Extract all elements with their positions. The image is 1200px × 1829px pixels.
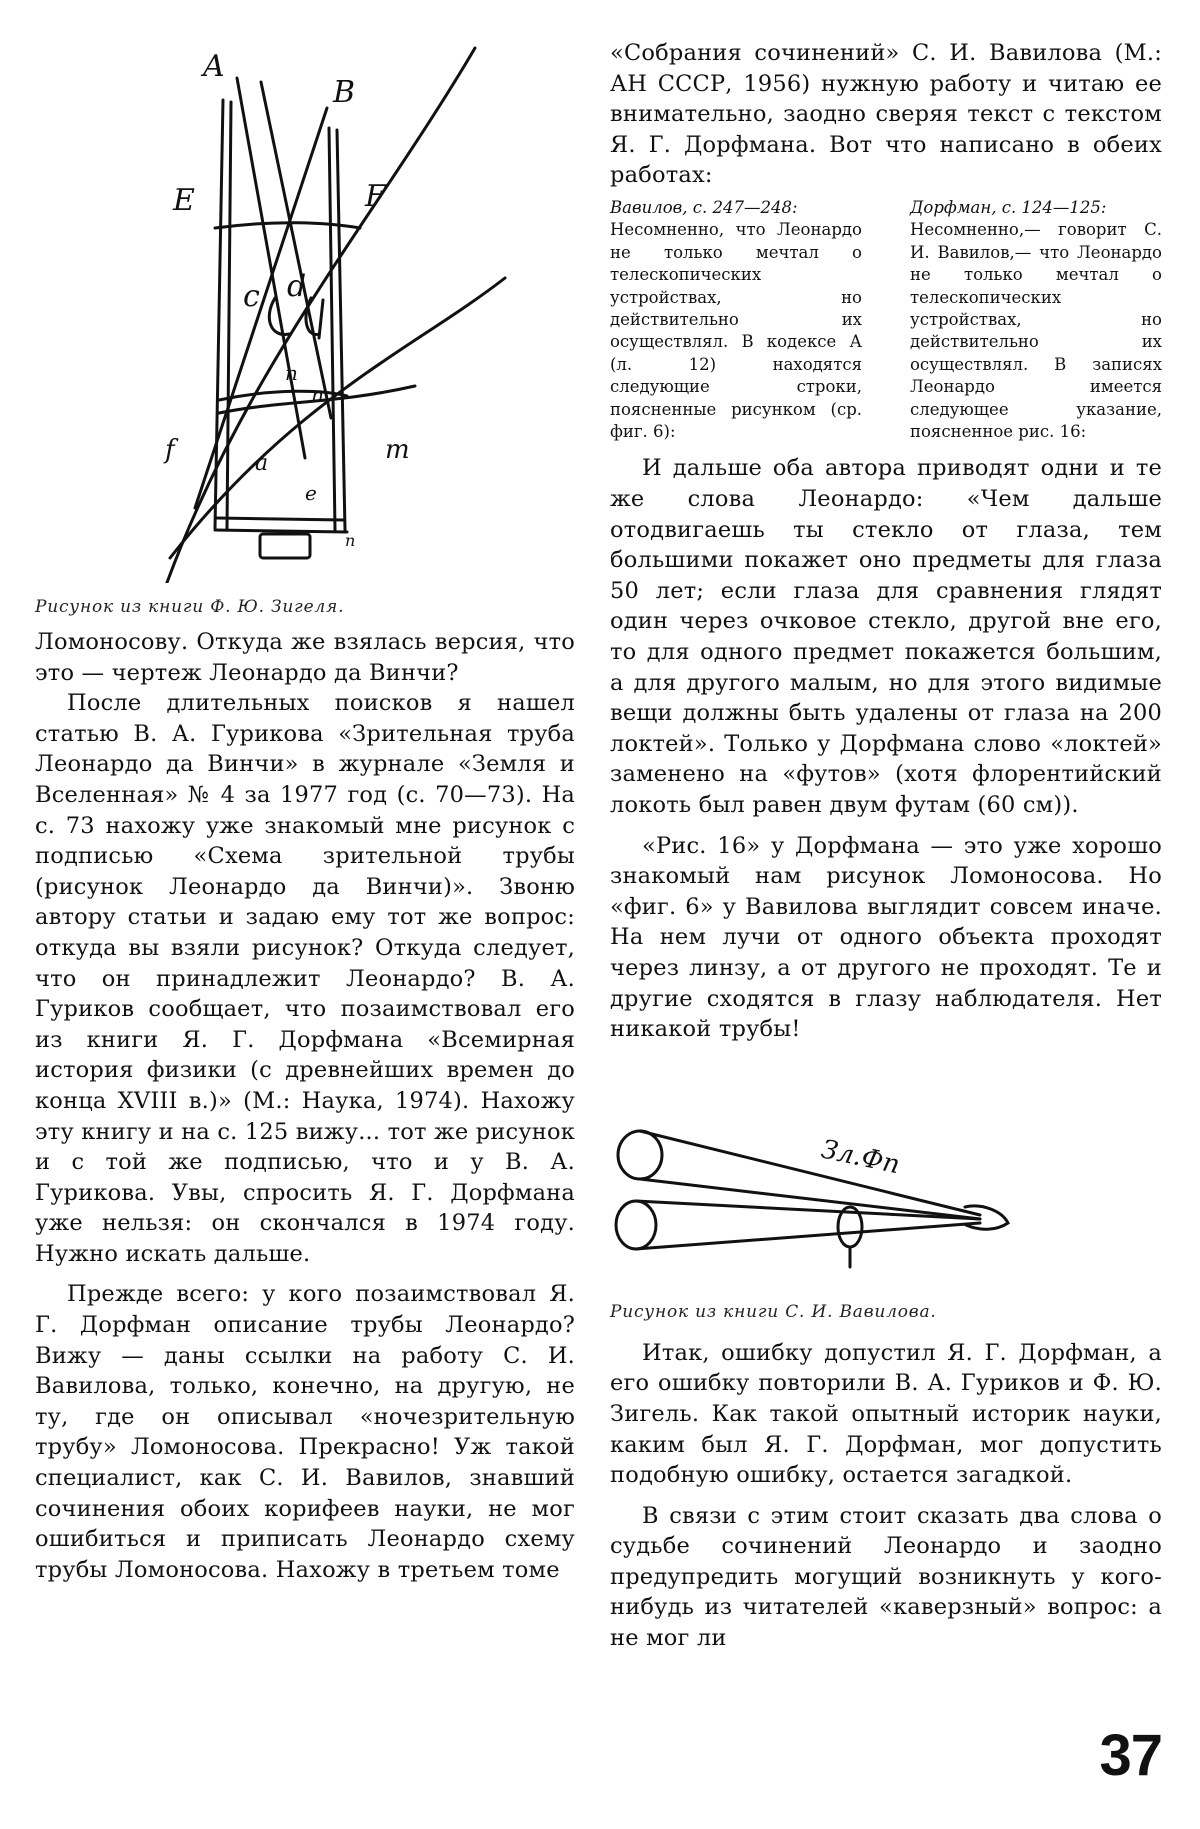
rays-sketch-figure — [610, 1095, 1162, 1280]
vavilov-heading: Вавилов, с. 247—248: — [610, 197, 798, 217]
label-n3: n — [345, 531, 356, 550]
dorfman-text: Несомненно,— говорит С. И. Вавилов,— что Леонардо не только мечтал о телескопических устройствах, но действительно их осуществлял. В записях Леонардо имеется следующее указание, поясненное рис. 16: — [910, 220, 1162, 442]
figure-caption-right: Рисунок из книги С. И. Вавилова. — [610, 1301, 937, 1322]
rays-sketch — [610, 1095, 1162, 1280]
rays-annotation: Зл.Фп — [818, 1134, 903, 1181]
vavilov-text: Несомненно, что Леонардо не только мечтал о телескопических устройствах, но действительно их осуществлял. В кодексе А (л. 12) находятся следующие строки, поясненные рисунком (ср. фиг. 6): — [610, 220, 862, 442]
vavilov-quote — [610, 197, 862, 443]
tube-right-inner — [329, 128, 335, 530]
object-top — [618, 1131, 662, 1179]
label-e: E — [173, 183, 195, 218]
right-paragraph-1: «Собрания сочинений» С. И. Вавилова (М.: АН СССР, 1956) нужную работу и читаю ее внимательно, заодно сверяя текст с текстом Я. Г. Дорфмана. Вот что написано в обеих работах: — [610, 40, 1162, 189]
right-paragraph-4: Итак, ошибку допустил Я. Г. Дорфман, а его ошибку повторили В. А. Гуриков и Ф. Ю. Зигель. Как такой опытный историк науки, каким был Я. Г. Дорфман, мог допустить подобную ошибку, остается загадкой. — [610, 1339, 1162, 1489]
label-b: B — [333, 75, 356, 110]
label-a2: a — [255, 451, 269, 476]
right-paragraph-3: «Рис. 16» у Дорфмана — это уже хорошо знакомый нам рисунок Ломоносова. Но «фиг. 6» у Вавилова выглядит совсем иначе. На нем лучи от одного объекта проходят через линзу, а от другого не проходят. Те и другие сходятся в глазу наблюдателя. Нет никакой трубы! — [610, 832, 1162, 1043]
page-number: 37 — [1099, 1723, 1162, 1788]
right-paragraph-2: И дальше оба автора приводят одни и те же слова Леонардо: «Чем дальше отодвигаешь ты стекло от глаза, тем большими покажет оно предметы для глаза 50 лет; если глаза для сравнения глядят один через очковое стекло, другой вне его, то для одного предмет покажется большим, а для другого малым, но для этого видимые вещи должны быть удалены от глаза на 200 локтей». Только у Дорфмана слово «локтей» заменено на «футов» (хотя флорентийский локоть был равен двум футам (60 см)). — [610, 455, 1162, 818]
label-n: n — [285, 361, 298, 385]
dorfman-quote — [910, 197, 1162, 443]
telescope-sketch — [75, 38, 555, 583]
figure-caption-left: Рисунок из книги Ф. Ю. Зигеля. — [35, 597, 345, 617]
object-bottom — [616, 1201, 656, 1249]
tube-right-wall — [337, 130, 345, 530]
tube-bottom — [215, 530, 347, 532]
left-paragraph-2: После длительных поисков я нашел статью В. А. Гурикова «Зрительная труба Леонардо да Винчи» в журнале «Земля и Вселенная» № 4 за 1977 год (с. 70—73). На с. 73 нахожу уже знакомый мне рисунок с подписью «Схема зрительной трубы (рисунок Леонардо да Винчи)». Звоню автору статьи и задаю ему тот же вопрос: откуда вы взяли рисунок? Откуда следует, что он принадлежит Леонардо? В. А. Гуриков сообщает, что позаимствовал его из книги Я. Г. Дорфмана «Всемирная история физики (с древнейших времен до конца XVIII в.)» (М.: Наука, 1974). Нахожу эту книгу и на с. 125 вижу... тот же рисунок и с той же подписью, что и у В. А. Гурикова. Увы, спросить Я. Г. Дорфмана уже нельзя: он скончался в 1974 году. Нужно искать дальше. — [35, 690, 575, 1267]
ray-top-lower — [640, 1179, 980, 1219]
left-paragraph-3: Прежде всего: у кого позаимствовал Я. Г. Дорфман описание трубы Леонардо? Вижу — даны ссылки на работу С. И. Вавилова, только, конечно, на другую, не ту, где он описывал «ночезрительную трубу» Ломоносова. Прекрасно! Уж такой специалист, как С. И. Вавилов, знавший сочинения обоих корифеев науки, не мог ошибиться и приписать Леонардо схему трубы Ломоносова. Нахожу в третьем томе — [35, 1281, 575, 1583]
label-a: A — [203, 49, 225, 84]
label-f: F — [365, 179, 386, 214]
comparison-block — [610, 197, 1162, 443]
label-c: c — [243, 279, 260, 314]
label-d: d — [287, 269, 307, 304]
ray-bottom-lower — [636, 1223, 980, 1249]
eyepiece — [260, 534, 310, 558]
label-f2: f — [165, 435, 175, 465]
left-column — [35, 38, 575, 1585]
telescope-sketch-figure — [75, 38, 555, 583]
label-e2: e — [305, 481, 317, 505]
dorfman-heading: Дорфман, с. 124—125: — [910, 197, 1107, 217]
right-column — [610, 38, 1162, 1654]
label-m: m — [385, 435, 410, 465]
label-n2: n — [311, 383, 324, 407]
tube-bottom-2 — [217, 518, 343, 520]
left-paragraph-1: Ломоносову. Откуда же взялась версия, что это — чертеж Леонардо да Винчи? — [35, 629, 575, 686]
right-paragraph-5: В связи с этим стоит сказать два слова о судьбе сочинений Леонардо и заодно предупредить могущий возникнуть у кого-нибудь из читателей «каверзный» вопрос: а не мог ли — [610, 1502, 1162, 1652]
tube-left-inner — [227, 102, 231, 528]
